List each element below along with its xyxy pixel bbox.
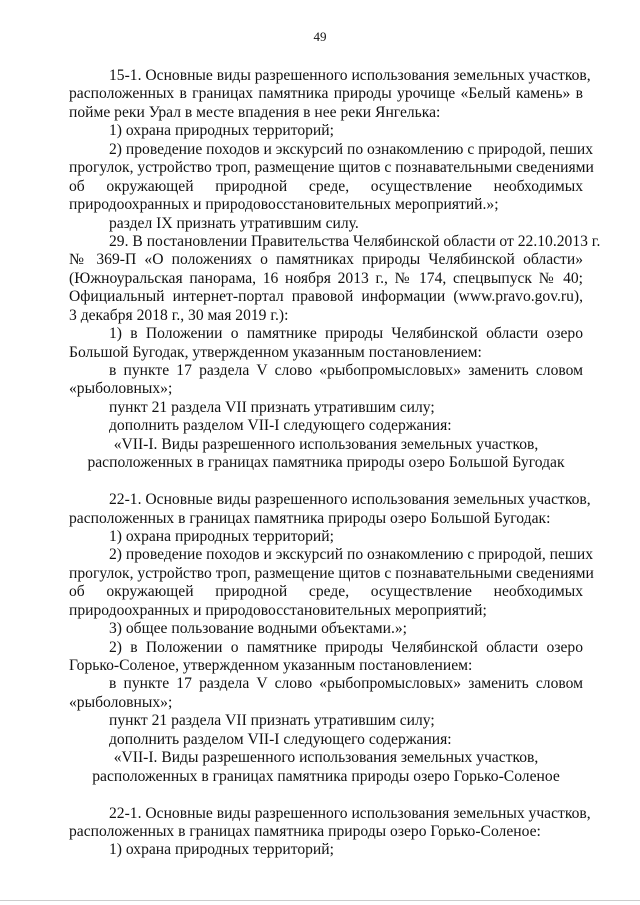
paragraph-line: Официальный интернет-портал правовой информации (www.pravo.gov.ru), (69, 288, 583, 306)
paragraph-line: 1) охрана природных территорий; (109, 527, 334, 545)
paragraph-line: (Южноуральская панорама, 16 ноября 2013 г., № 174, спецвыпуск № 40; (69, 269, 583, 287)
paragraph-line: 3) общее пользование водными объектами.»; (109, 620, 407, 638)
paragraph-line: 3 декабря 2018 г., 30 мая 2019 г.): (69, 306, 289, 324)
paragraph-line: пойме реки Урал в месте впадения в нее реки Янгелька: (69, 103, 441, 121)
text-block-1 (69, 67, 601, 860)
section-heading-line: «VII-I. Виды разрешенного использования земельных участков, (113, 749, 539, 767)
paragraph-line: дополнить разделом VII-I следующего содержания: (109, 417, 452, 435)
paragraph-line: природоохранных и природовосстановительных мероприятий; (69, 601, 487, 619)
paragraph-line: расположенных в границах памятника природы озеро Большой Бугодак: (69, 509, 551, 527)
paragraph-line: Большой Бугодак, утвержденном указанным постановлением: (69, 343, 482, 361)
paragraph-line: в пункте 17 раздела V слово «рыбопромысловых» заменить словом (109, 362, 583, 379)
paragraph-line: «рыболовных»; (69, 380, 173, 398)
section-heading-line: расположенных в границах памятника природы озеро Горько-Соленое (92, 767, 560, 785)
paragraph-line: прогулок, устройство троп, размещение щитов с познавательными сведениями (69, 159, 594, 177)
paragraph-line: Горько-Соленое, утвержденном указанным постановлением: (69, 657, 473, 674)
paragraph-line: 29. В постановлении Правительства Челябинской области от 22.10.2013 г. (109, 232, 601, 250)
scan-edge-divider (0, 900, 640, 901)
section-heading-line: «VII-I. Виды разрешенного использования земельных участков, (113, 435, 539, 453)
paragraph-line: расположенных в границах памятника природы озеро Горько-Соленое: (69, 822, 541, 840)
paragraph-line: пункт 21 раздела VII признать утратившим силу; (109, 398, 435, 416)
paragraph-line: 2) проведение походов и экскурсий по ознакомлению с природой, пеших (109, 546, 594, 564)
paragraph-line: расположенных в границах памятника природы урочище «Белый камень» в (69, 85, 583, 103)
paragraph-line: 22-1. Основные виды разрешенного использования земельных участков, (109, 804, 591, 822)
paragraph-line: 22-1. Основные виды разрешенного использования земельных участков, (109, 491, 591, 509)
paragraph-line: 2) в Положении о памятнике природы Челябинской области озеро (109, 638, 583, 656)
paragraph-line: об окружающей природной среде, осуществление необходимых (69, 583, 583, 601)
paragraph-line: об окружающей природной среде, осуществление необходимых (69, 177, 583, 195)
paragraph-line: «рыболовных»; (69, 693, 173, 711)
paragraph-line: раздел IX признать утратившим силу. (109, 214, 359, 232)
page-number: 49 (313, 29, 327, 44)
paragraph-line: 2) проведение походов и экскурсий по ознакомлению с природой, пеших (109, 140, 594, 158)
paragraph-line: пункт 21 раздела VII признать утратившим силу; (109, 712, 435, 730)
paragraph-line: 15-1. Основные виды разрешенного использования земельных участков, (109, 67, 591, 84)
paragraph-line: прогулок, устройство троп, размещение щитов с познавательными сведениями (69, 564, 594, 582)
paragraph-line: № 369-П «О положениях о памятниках природы Челябинской области» (69, 251, 583, 269)
paragraph-line: 1) охрана природных территорий; (109, 122, 334, 140)
paragraph-line: дополнить разделом VII-I следующего содержания: (109, 730, 452, 748)
section-heading-line: расположенных в границах памятника природы озеро Большой Бугодак (87, 454, 565, 472)
paragraph-line: 1) в Положении о памятнике природы Челябинской области озеро (109, 325, 583, 343)
paragraph-line: природоохранных и природовосстановительных мероприятий.»; (69, 196, 499, 214)
paragraph-line: 1) охрана природных территорий; (109, 841, 334, 859)
paragraph-line: в пункте 17 раздела V слово «рыбопромысловых» заменить словом (109, 675, 583, 693)
